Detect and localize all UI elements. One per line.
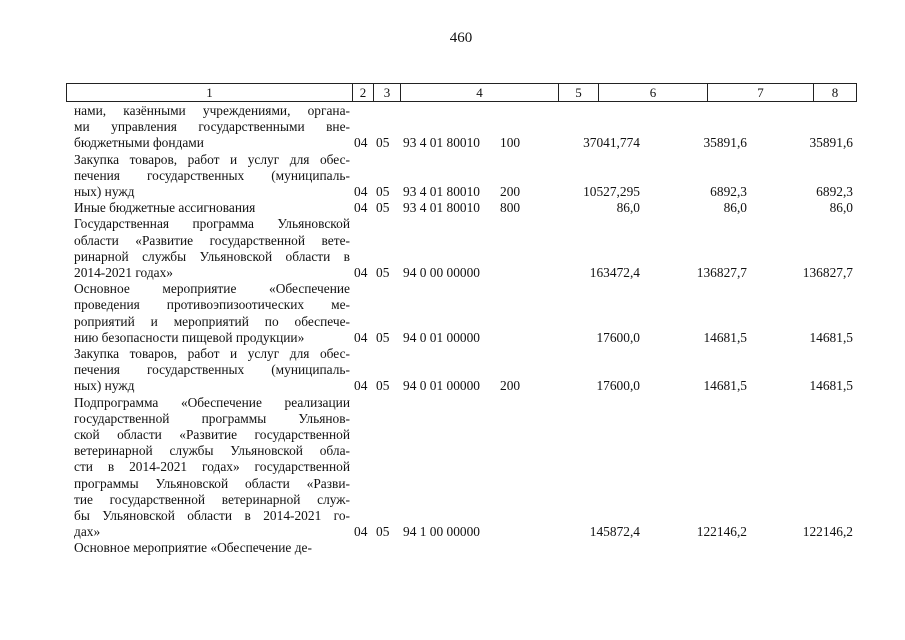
row-5-amount-col-6: 17600,0 — [596, 329, 640, 345]
row-5-target-article-code: 94 0 01 00000 — [403, 329, 480, 345]
row-1-amount-col-8: 35891,6 — [809, 135, 853, 151]
row-2-target-article-code: 93 4 01 80010 — [403, 184, 480, 199]
row-2-text-line: ных) нужд — [74, 184, 135, 199]
row-4-text-line: Государственная программа Ульяновской — [74, 216, 350, 232]
row-1-subsection-code: 05 — [376, 135, 390, 151]
row-3-amount-col-8: 86,0 — [829, 200, 853, 216]
row-4-amount-col-8: 136827,7 — [802, 265, 853, 280]
row-5-section-code: 04 — [354, 329, 368, 345]
row-2-amount-col-6: 10527,295 — [583, 184, 640, 199]
row-4-text-line: ринарной службы Ульяновской области в — [74, 248, 350, 264]
row-6-amount-col-7: 14681,5 — [703, 378, 747, 394]
header-col-1: 1 — [206, 85, 213, 100]
row-4-text-line: 2014-2021 годах» — [74, 265, 173, 280]
row-7-amount-col-8: 122146,2 — [802, 524, 853, 540]
row-6-section-code: 04 — [354, 378, 368, 394]
row-5-amount-col-8: 14681,5 — [809, 329, 853, 345]
row-7-section-code: 04 — [354, 524, 368, 540]
row-4-text-line: области «Развитие государственной вете- — [74, 232, 350, 248]
row-8-text-line: Основное мероприятие «Обеспечение де- — [74, 540, 312, 556]
row-4-amount-col-7: 136827,7 — [696, 265, 747, 280]
row-3-expense-type-code: 800 — [500, 200, 521, 216]
row-6-amount-col-6: 17600,0 — [596, 378, 640, 394]
row-6-expense-type-code: 200 — [500, 378, 521, 394]
row-1-amount-col-7: 35891,6 — [703, 135, 747, 151]
row-1-text-line: ми управления государственными вне- — [74, 119, 350, 135]
row-7-text-line: сти в 2014-2021 годах» государственной — [74, 459, 350, 475]
header-col-8: 8 — [813, 84, 856, 101]
row-3-target-article-code: 93 4 01 80010 — [403, 200, 480, 216]
row-6-text-line: ных) нужд — [74, 378, 135, 394]
table-header — [66, 83, 857, 102]
row-7-text-line: дах» — [74, 524, 101, 540]
row-1-target-article-code: 93 4 01 80010 — [403, 135, 480, 151]
row-2-text-line: печения государственных (муниципаль- — [74, 167, 350, 183]
row-1-expense-type-code: 100 — [500, 135, 521, 151]
row-4-subsection-code: 05 — [376, 265, 390, 280]
row-7-text-line: программы Ульяновской области «Разви- — [74, 475, 350, 491]
row-6-target-article-code: 94 0 01 00000 — [403, 378, 480, 394]
row-5-text-line: нию безопасности пищевой продукции» — [74, 329, 305, 345]
row-4-section-code: 04 — [354, 265, 368, 280]
header-col-2: 2 — [352, 84, 373, 101]
row-5-subsection-code: 05 — [376, 329, 390, 345]
row-6-subsection-code: 05 — [376, 378, 390, 394]
row-6-amount-col-8: 14681,5 — [809, 378, 853, 394]
header-col-3: 3 — [373, 84, 400, 101]
row-3-amount-col-7: 86,0 — [723, 200, 747, 216]
row-5-amount-col-7: 14681,5 — [703, 329, 747, 345]
row-7-subsection-code: 05 — [376, 524, 390, 540]
row-7-text-line: ской области «Развитие государственной — [74, 427, 350, 442]
row-6-text-line: печения государственных (муниципаль- — [74, 362, 350, 378]
row-7-text-line: Подпрограмма «Обеспечение реализации — [74, 394, 350, 410]
header-col-6: 6 — [598, 84, 707, 101]
row-1-text-line: бюджетными фондами — [74, 135, 204, 151]
row-2-amount-col-8: 6892,3 — [816, 184, 853, 199]
page-number: 460 — [449, 30, 473, 46]
row-3-subsection-code: 05 — [376, 200, 390, 216]
row-2-expense-type-code: 200 — [500, 184, 521, 199]
row-5-text-line: проведения противоэпизоотических ме- — [74, 297, 350, 313]
row-7-amount-col-6: 145872,4 — [589, 524, 640, 540]
row-2-amount-col-7: 6892,3 — [710, 184, 747, 199]
row-7-text-line: государственной программы Ульянов- — [74, 410, 350, 426]
row-2-subsection-code: 05 — [376, 184, 390, 199]
row-4-target-article-code: 94 0 00 00000 — [403, 265, 480, 280]
row-7-target-article-code: 94 1 00 00000 — [403, 524, 480, 540]
row-5-text-line: роприятий и мероприятий по обеспече- — [74, 313, 350, 329]
header-col-7: 7 — [707, 84, 813, 101]
row-7-text-line: тие государственной ветеринарной служ- — [74, 491, 350, 507]
row-2-text-line: Закупка товаров, работ и услуг для обес- — [74, 151, 350, 167]
row-7-text-line: ветеринарной службы Ульяновской обла- — [74, 443, 350, 459]
header-col-5: 5 — [558, 84, 598, 101]
row-6-text-line: Закупка товаров, работ и услуг для обес- — [74, 346, 350, 361]
row-1-amount-col-6: 37041,774 — [583, 135, 640, 151]
row-7-amount-col-7: 122146,2 — [696, 524, 747, 540]
row-1-text-line: нами, казёнными учреждениями, органа- — [74, 103, 350, 118]
row-7-text-line: бы Ульяновской области в 2014-2021 го- — [74, 508, 350, 523]
row-3-text-line: Иные бюджетные ассигнования — [74, 200, 256, 216]
row-4-amount-col-6: 163472,4 — [589, 265, 640, 280]
row-3-section-code: 04 — [354, 200, 368, 216]
row-1-section-code: 04 — [354, 135, 368, 151]
row-3-amount-col-6: 86,0 — [616, 200, 640, 216]
row-2-section-code: 04 — [354, 184, 368, 199]
row-5-text-line: Основное мероприятие «Обеспечение — [74, 281, 350, 297]
header-col-4: 4 — [400, 84, 558, 101]
